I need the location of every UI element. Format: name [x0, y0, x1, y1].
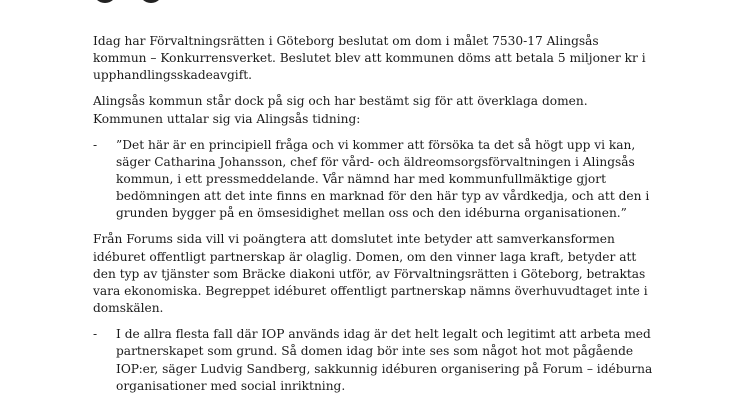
bullet-quote — [93, 326, 653, 395]
text-line: Alingsås kommun står dock på sig och har bestämt sig för att överklaga domen. — [93, 94, 588, 109]
bullet-quote — [93, 137, 653, 223]
bullet-marker: - — [93, 137, 98, 152]
paragraph — [93, 231, 653, 317]
text-line: domskälen. — [93, 301, 164, 316]
text-line: Idag har Förvaltningsrätten i Göteborg beslutat om dom i målet 7530-17 Alingsås — [93, 34, 599, 48]
cropped-glyph — [139, 0, 163, 3]
text-line: Från Forums sida vill vi poängtera att domslutet inte betyder att samverkansformen — [93, 232, 615, 247]
text-line: Kommunen uttalar sig via Alingsås tidning: — [93, 111, 361, 126]
text-line: grunden bygger på en ömsesidighet mellan oss och den idéburna organisationen.” — [116, 206, 627, 221]
text-line: kommun, i ett pressmeddelande. Vår nämnd har med kommunfullmäktige gjort — [116, 172, 606, 187]
text-line: den typ av tjänster som Bräcke diakoni utför, av Förvaltningsrätten i Göteborg, betraktas — [93, 266, 646, 281]
text-line: upphandlingsskadeavgift. — [93, 68, 252, 83]
text-line: kommun – Konkurrensverket. Beslutet blev att kommunen döms att betala 5 miljoner kr i — [93, 51, 646, 66]
paragraph — [93, 33, 653, 85]
paragraph — [93, 93, 653, 127]
text-line: ”Det här är en principiell fråga och vi kommer att försöka ta det så högt upp vi kan, — [116, 137, 636, 152]
cropped-heading-fragment — [93, 0, 183, 5]
cropped-glyph — [93, 0, 117, 3]
text-line: I de allra flesta fall där IOP används idag är det helt legalt och legitimt att arbeta med — [116, 327, 651, 342]
text-line: partnerskapet som grund. Så domen idag bör inte ses som något hot mot pågående — [116, 344, 634, 359]
bullet-marker: - — [93, 327, 98, 342]
text-line: idéburet offentligt partnerskap är olaglig. Domen, om den vinner laga kraft, betyder att — [93, 249, 637, 264]
text-line: vara ekonomiska. Begreppet idéburet offentligt partnerskap nämns överhuvudtaget inte i — [93, 284, 648, 299]
text-line: säger Catharina Johansson, chef för vård- och äldreomsorgsförvaltningen i Alingsås — [116, 154, 635, 169]
text-line: organisationer med social inriktning. — [116, 378, 346, 393]
document-body — [93, 33, 653, 404]
text-line: IOP:er, säger Ludvig Sandberg, sakkunnig idéburen organisering på Forum – idéburna — [116, 361, 653, 376]
text-line: bedömningen att det inte finns en marknad för den här typ av vårdkedja, och att den i — [116, 189, 650, 204]
